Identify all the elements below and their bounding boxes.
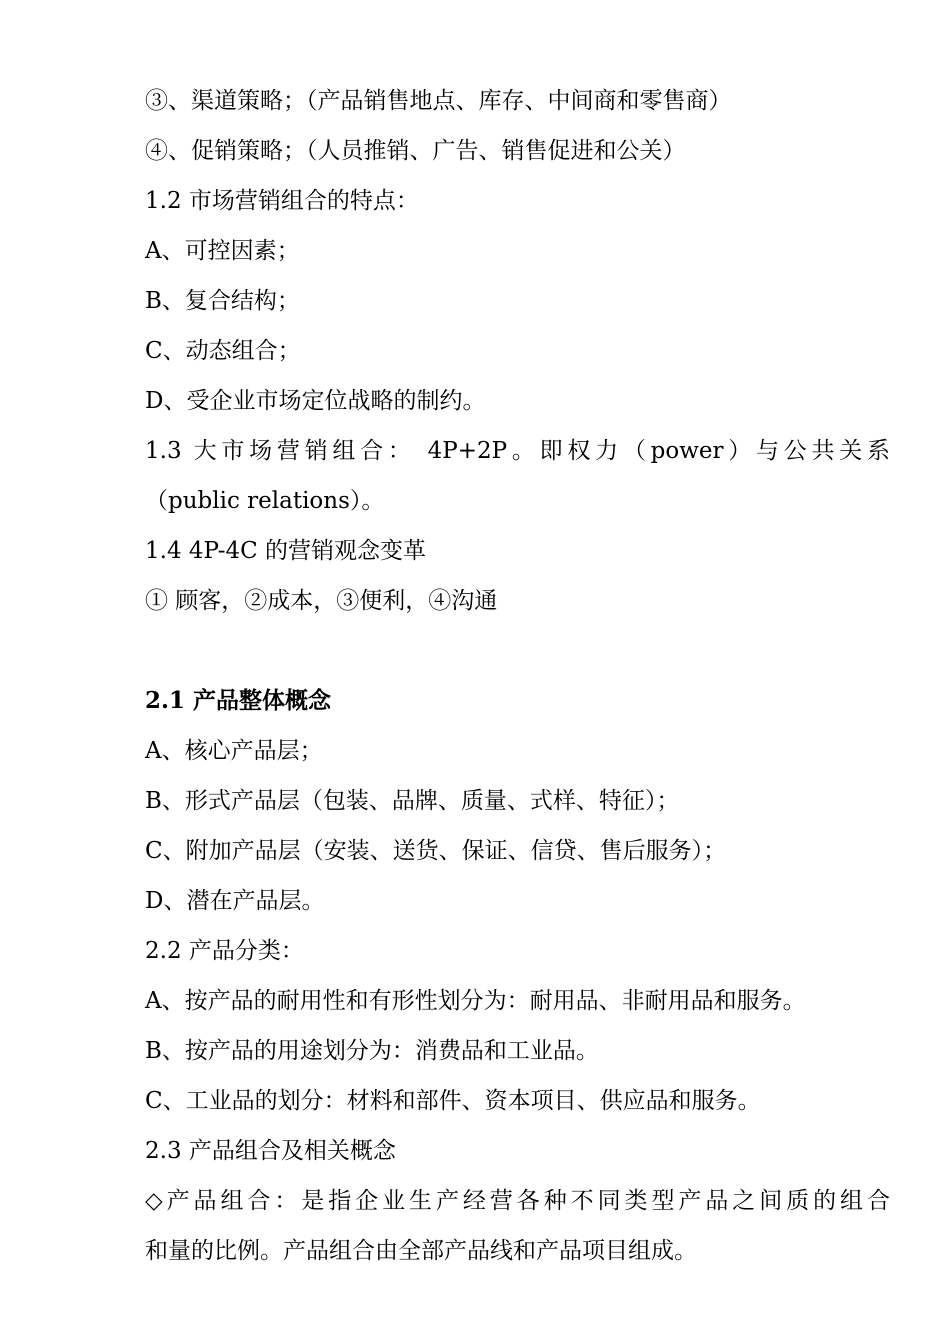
text-line-product-mix: ◇产品组合：是指企业生产经营各种不同类型产品之间质的组合 — [145, 1188, 890, 1214]
text-line-durability: A、按产品的耐用性和有形性划分为：耐用品、非耐用品和服务。 — [145, 988, 806, 1014]
heading-1-3: 1.3 大市场营销组合： 4P+2P。即权力（power）与公共关系 — [145, 438, 890, 464]
text-line-4c: ① 顾客，②成本，③便利，④沟通 — [145, 588, 498, 614]
text-line-composite: B、复合结构； — [145, 288, 300, 314]
text-line-promotion-strategy: ④、促销策略；（人员推销、广告、销售促进和公关） — [145, 138, 686, 164]
document-body — [145, 76, 890, 1276]
text-line-formal-product: B、形式产品层（包装、品牌、质量、式样、特征）； — [145, 788, 680, 814]
text-line-core-product: A、核心产品层； — [145, 738, 323, 764]
text-line-constraint: D、受企业市场定位战略的制约。 — [145, 388, 486, 414]
text-line-channel-strategy: ③、渠道策略；（产品销售地点、库存、中间商和零售商） — [145, 88, 732, 114]
heading-1-4: 1.4 4P-4C 的营销观念变革 — [145, 538, 427, 564]
text-line-usage: B、按产品的用途划分为：消费品和工业品。 — [145, 1038, 599, 1064]
heading-2-2: 2.2 产品分类： — [145, 938, 304, 964]
heading-2-3: 2.3 产品组合及相关概念 — [145, 1138, 396, 1164]
text-line-controllable: A、可控因素； — [145, 238, 300, 264]
blank-line — [145, 626, 890, 676]
text-line-potential-product: D、潜在产品层。 — [145, 888, 325, 914]
text-line-public-relations: （public relations）。 — [145, 488, 385, 514]
heading-1-2: 1.2 市场营销组合的特点： — [145, 188, 419, 214]
text-line-dynamic: C、动态组合； — [145, 338, 301, 364]
text-line-product-mix-cont: 和量的比例。产品组合由全部产品线和产品项目组成。 — [145, 1238, 697, 1264]
text-line-industrial-goods: C、工业品的划分：材料和部件、资本项目、供应品和服务。 — [145, 1088, 761, 1114]
heading-2-1: 2.1 产品整体概念 — [145, 687, 332, 714]
text-line-augmented-product: C、附加产品层（安装、送货、保证、信贷、售后服务）； — [145, 838, 727, 864]
